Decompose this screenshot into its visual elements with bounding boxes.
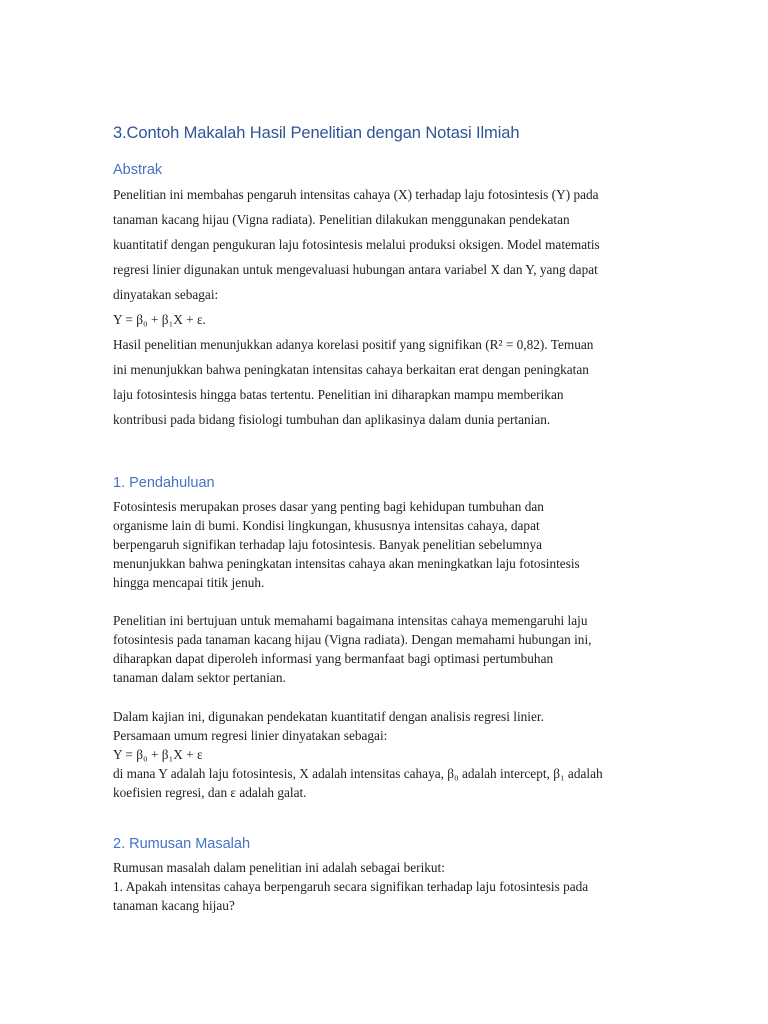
intro-line: Persamaan umum regresi linier dinyatakan sebagai: (113, 728, 388, 743)
abstract-heading: Abstrak (113, 162, 163, 178)
abstract-line: ini menunjukkan bahwa peningkatan intensitas cahaya berkaitan erat dengan peningkatan (113, 362, 589, 377)
intro-line: Fotosintesis merupakan proses dasar yang penting bagi kehidupan tumbuhan dan (113, 499, 544, 514)
abstract-line: Hasil penelitian menunjukkan adanya korelasi positif yang signifikan (R² = 0,82). Temuan (113, 337, 594, 352)
abstract-line: dinyatakan sebagai: (113, 287, 219, 302)
introduction-heading: 1. Pendahuluan (113, 475, 215, 491)
intro-line: menunjukkan bahwa peningkatan intensitas cahaya akan meningkatkan laju fotosintesis (113, 556, 580, 571)
intro-line: Dalam kajian ini, digunakan pendekatan kuantitatif dengan analisis regresi linier. (113, 709, 544, 724)
intro-line: koefisien regresi, dan ε adalah galat. (113, 785, 307, 800)
abstract-equation: Y = β₀ + β₁X + ε. (113, 312, 206, 327)
document-title: 3.Contoh Makalah Hasil Penelitian dengan Notasi Ilmiah (113, 124, 520, 142)
problem-line: Rumusan masalah dalam penelitian ini adalah sebagai berikut: (113, 860, 445, 875)
intro-equation: Y = β₀ + β₁X + ε (113, 747, 203, 762)
abstract-line: Penelitian ini membahas pengaruh intensitas cahaya (X) terhadap laju fotosintesis (Y) pada (113, 187, 599, 202)
intro-line: Penelitian ini bertujuan untuk memahami bagaimana intensitas cahaya memengaruhi laju (113, 613, 588, 628)
intro-line: organisme lain di bumi. Kondisi lingkungan, khususnya intensitas cahaya, dapat (113, 518, 540, 533)
abstract-line: laju fotosintesis hingga batas tertentu. Penelitian ini diharapkan mampu memberikan (113, 387, 564, 402)
intro-line: di mana Y adalah laju fotosintesis, X adalah intensitas cahaya, β₀ adalah intercept, β₁ adalah (113, 766, 603, 781)
abstract-line: kuantitatif dengan pengukuran laju fotosintesis melalui produksi oksigen. Model matematis (113, 237, 600, 252)
problem-line: 1. Apakah intensitas cahaya berpengaruh secara signifikan terhadap laju fotosintesis pada (113, 879, 589, 894)
intro-line: hingga mencapai titik jenuh. (113, 575, 265, 590)
problem-line: tanaman kacang hijau? (113, 898, 235, 913)
intro-line: fotosintesis pada tanaman kacang hijau (Vigna radiata). Dengan memahami hubungan ini, (113, 632, 592, 647)
problem-heading: 2. Rumusan Masalah (113, 836, 251, 852)
intro-line: berpengaruh signifikan terhadap laju fotosintesis. Banyak penelitian sebelumnya (113, 537, 543, 552)
abstract-line: kontribusi pada bidang fisiologi tumbuhan dan aplikasinya dalam dunia pertanian. (113, 412, 551, 427)
intro-line: diharapkan dapat diperoleh informasi yang bermanfaat bagi optimasi pertumbuhan (113, 651, 554, 666)
abstract-line: tanaman kacang hijau (Vigna radiata). Penelitian dilakukan menggunakan pendekatan (113, 212, 570, 227)
intro-line: tanaman dalam sektor pertanian. (113, 670, 286, 685)
abstract-line: regresi linier digunakan untuk mengevaluasi hubungan antara variabel X dan Y, yang dapat (113, 262, 598, 277)
